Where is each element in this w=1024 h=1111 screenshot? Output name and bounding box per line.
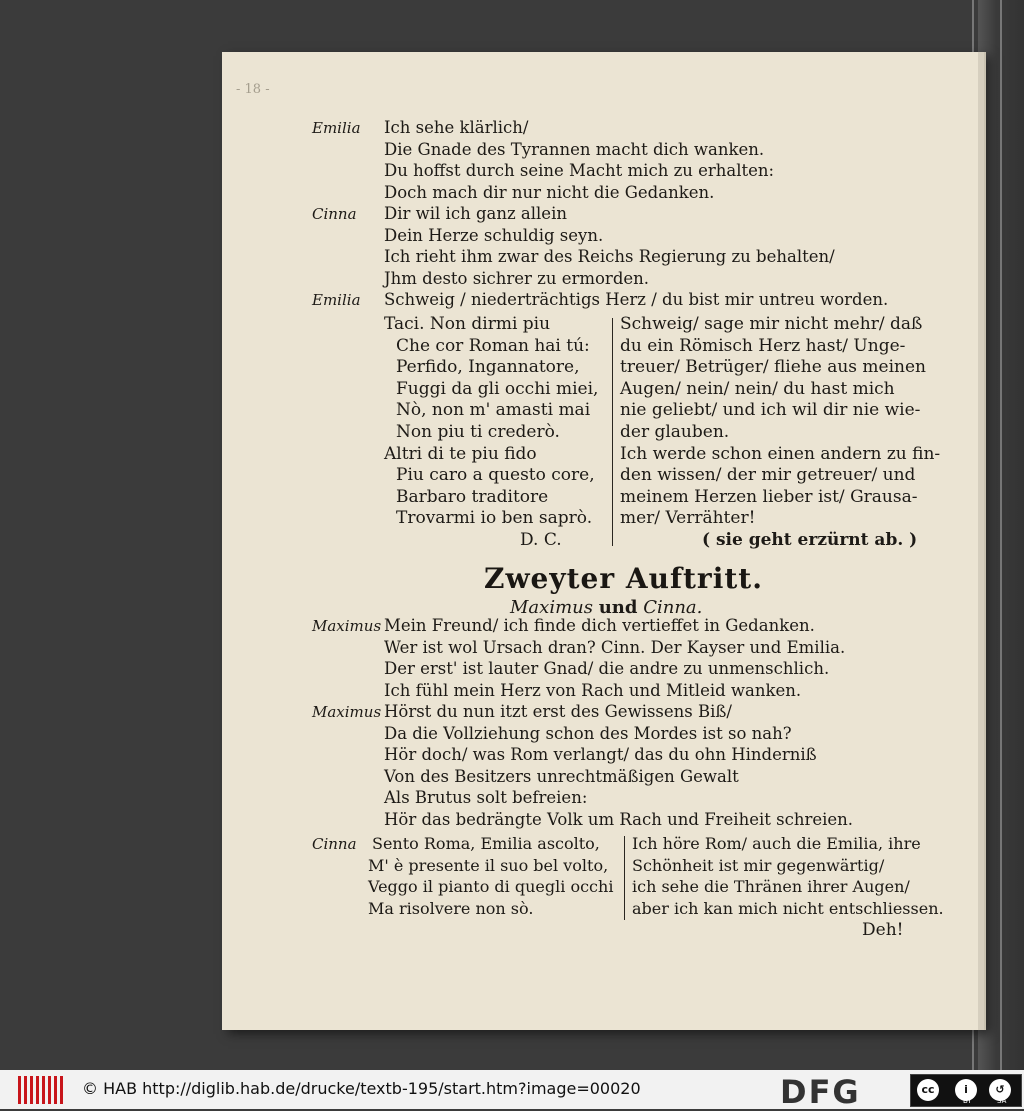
verse-line: Ma risolvere non sò.: [368, 898, 534, 918]
verse-line: Schweig/ sage mir nicht mehr/ daß: [620, 314, 923, 334]
verse-line: Sento Roma, Emilia ascolto,: [372, 834, 600, 853]
license-by-label: BY: [963, 1097, 972, 1105]
scene-title: Zweyter Auftritt.: [484, 562, 763, 595]
verse-line: treuer/ Betrüger/ fliehe aus meinen: [620, 357, 926, 378]
conjunction: und: [598, 597, 638, 618]
dialogue-line: Ich rieht ihm zwar des Reichs Regierung zu behalten/: [384, 247, 835, 266]
dialogue-line: Ich sehe klärlich/: [384, 118, 529, 137]
scene-subtitle: [510, 597, 702, 618]
speaker-label: Cinna: [312, 205, 357, 223]
copyright-link[interactable]: © HAB http://diglib.hab.de/drucke/textb-195/start.htm?image=00020: [82, 1079, 641, 1098]
speaker-label: Maximus: [312, 703, 382, 721]
speaker-label: Maximus: [312, 617, 382, 635]
dialogue-line: Du hoffst durch seine Macht mich zu erhalten:: [384, 161, 775, 180]
verse-line: Che cor Roman hai tú:: [396, 335, 590, 356]
verse-line: aber ich kan mich nicht entschliessen.: [632, 898, 944, 918]
verse-line: mer/ Verrähter!: [620, 508, 756, 529]
verse-line: Veggo il pianto di quegli occhi: [368, 877, 614, 896]
license-sa-label: SA: [997, 1097, 1007, 1105]
dialogue-line: Dir wil ich ganz allein: [384, 204, 567, 223]
column-divider: [612, 318, 613, 546]
verse-line: Perfido, Ingannatore,: [396, 357, 580, 378]
column-divider: [624, 836, 625, 920]
dialogue-line: Von des Besitzers unrechtmäßigen Gewalt: [384, 766, 739, 786]
verse-line: ( sie geht erzürnt ab. ): [702, 530, 918, 550]
verse-line: Ich werde schon einen andern zu fin-: [620, 443, 941, 464]
dialogue-line: Wer ist wol Ursach dran? Cinn. Der Kayser und Emilia.: [384, 637, 846, 657]
dialogue-line: Hörst du nun itzt erst des Gewissens Biß/: [384, 702, 732, 721]
dialogue-line: Hör doch/ was Rom verlangt/ das du ohn Hinderniß: [384, 745, 817, 764]
dialogue-line: Hör das bedrängte Volk um Rach und Freiheit schreien.: [384, 809, 854, 829]
verse-line: ich sehe die Thränen ihrer Augen/: [632, 877, 910, 896]
cc-license-badge[interactable]: [910, 1074, 1022, 1107]
verse-line: M' è presente il suo bel volto,: [368, 855, 609, 875]
dialogue-line: Der erst' ist lauter Gnad/ die andre zu unmenschlich.: [384, 659, 830, 678]
dialogue-line: Mein Freund/ ich finde dich vertieffet in Gedanken.: [384, 616, 815, 635]
hab-logo-icon: [18, 1076, 66, 1104]
dialogue-line: Doch mach dir nur nicht die Gedanken.: [384, 182, 715, 202]
verse-line: du ein Römisch Herz hast/ Unge-: [620, 335, 906, 356]
speaker-label: Emilia: [312, 291, 361, 309]
verse-line: Nò, non m' amasti mai: [396, 400, 591, 421]
dialogue-line: Die Gnade des Tyrannen macht dich wanken.: [384, 139, 765, 159]
cc-icon: cc: [917, 1079, 939, 1101]
speaker-label: Emilia: [312, 119, 361, 137]
verse-line: Trovarmi io ben saprò.: [396, 508, 593, 529]
viewer-footer: [0, 1070, 1024, 1109]
verse-line: D. C.: [520, 530, 562, 550]
character-name: Cinna.: [643, 597, 703, 618]
catchword: Deh!: [862, 920, 904, 940]
verse-line: meinem Herzen lieber ist/ Grausa-: [620, 486, 918, 507]
page-number: - 18 -: [236, 82, 270, 97]
verse-line: nie geliebt/ und ich wil dir nie wie-: [620, 400, 921, 421]
verse-line: Augen/ nein/ nein/ du hast mich: [620, 378, 895, 399]
dfg-logo: DFG: [780, 1073, 861, 1111]
verse-line: Barbaro traditore: [396, 486, 549, 507]
sa-icon: ↺: [989, 1079, 1011, 1101]
dialogue-line: Dein Herze schuldig seyn.: [384, 225, 604, 245]
dialogue-line: Als Brutus solt befreien:: [384, 788, 588, 807]
scanned-page: [222, 52, 984, 1030]
dialogue-line: Jhm desto sichrer zu ermorden.: [384, 268, 650, 288]
verse-line: Non piu ti crederò.: [396, 422, 560, 442]
verse-line: Ich höre Rom/ auch die Emilia, ihre: [632, 834, 921, 853]
speaker-label: Cinna: [312, 835, 357, 853]
character-name: Maximus: [510, 597, 593, 618]
by-icon: i: [955, 1079, 977, 1101]
dialogue-line: Ich fühl mein Herz von Rach und Mitleid wanken.: [384, 680, 802, 700]
verse-line: Fuggi da gli occhi miei,: [396, 378, 599, 399]
dialogue-line: Da die Vollziehung schon des Mordes ist so nah?: [384, 723, 792, 743]
book-edge-line: [1000, 0, 1002, 1070]
verse-line: Piu caro a questo core,: [396, 465, 595, 486]
dialogue-line: Schweig / niederträchtigs Herz / du bist mir untreu worden.: [384, 290, 889, 309]
verse-line: Schönheit ist mir gegenwärtig/: [632, 855, 885, 875]
verse-line: den wissen/ der mir getreuer/ und: [620, 465, 916, 486]
verse-line: der glauben.: [620, 422, 730, 442]
verse-line: Taci. Non dirmi piu: [384, 314, 551, 334]
verse-line: Altri di te piu fido: [384, 443, 537, 464]
